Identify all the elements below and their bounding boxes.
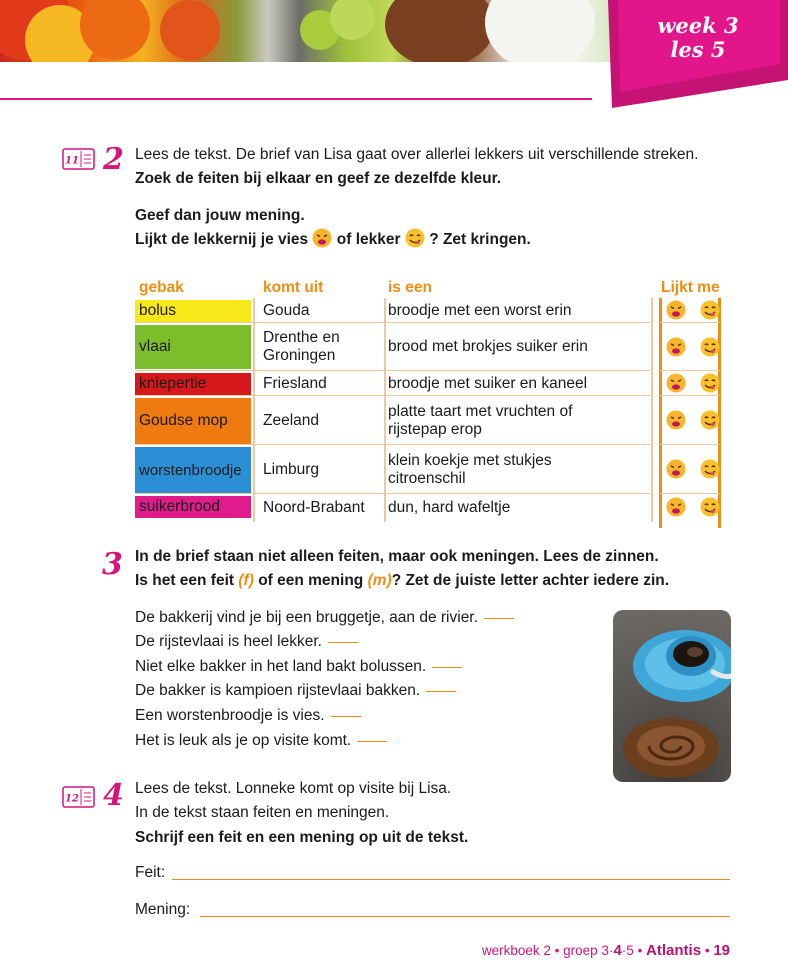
table-row: [135, 445, 735, 494]
footer-bullet: •: [554, 943, 564, 958]
food-table: [135, 276, 735, 530]
exercise-3-number: 3: [102, 547, 123, 582]
table-row: [135, 298, 735, 323]
sentence-text: De rijstevlaai is heel lekker.: [135, 633, 322, 650]
table-row: [135, 371, 735, 396]
book-icon-number: 11: [65, 155, 79, 167]
table-row: [135, 323, 735, 371]
open-book-icon: [62, 148, 95, 170]
gebak-cell: worstenbroodje: [135, 447, 251, 493]
exercise-3-intro-2: [135, 569, 669, 593]
exercise-2-instruction-2: Zoek de feiten bij elkaar en geef ze dezelfde kleur.: [135, 170, 502, 187]
instruction-lekker-text: of lekker: [336, 231, 401, 248]
footer-book: werkboek 2: [481, 943, 551, 958]
exercise-4-instruction-1: Lees de tekst. Lonneke komt op visite bij Lisa.: [135, 780, 452, 797]
answer-blank[interactable]: [432, 667, 462, 668]
opinion-label: Mening:: [135, 901, 191, 918]
yummy-face-icon[interactable]: [700, 497, 720, 517]
gebak-cell: kniepertie: [135, 373, 251, 395]
book-icon-number: 12: [65, 793, 79, 805]
footer-group-current: 4: [613, 942, 622, 959]
disgusted-face-icon[interactable]: [666, 373, 686, 393]
exercise-4-number: 4: [103, 778, 124, 813]
origin-cell: Limburg: [263, 460, 319, 478]
header-lijkt-me: Lijkt me: [661, 279, 720, 296]
header-is-een: is een: [388, 279, 432, 296]
origin-cell: Zeeland: [263, 411, 320, 429]
footer-group-prefix: groep 3: [563, 943, 609, 958]
answer-blank[interactable]: [484, 618, 514, 619]
sentence-item: [135, 729, 387, 753]
yummy-face-icon[interactable]: [700, 373, 720, 393]
sentence-text: De bakkerij vind je bij een bruggetje, aan de rivier.: [135, 609, 478, 626]
fact-writing-line[interactable]: [172, 879, 730, 880]
exercise-2-instruction-1: Lees de tekst. De brief van Lisa gaat over allerlei lekkers uit verschillende streken.: [135, 146, 699, 163]
description-cell: brood met brokjes suiker erin: [388, 338, 588, 355]
origin-cell: Drenthe en Groningen: [263, 329, 340, 364]
footer-group-dot: ·: [621, 943, 627, 958]
header-divider: [0, 98, 592, 100]
gebak-cell: Goudse mop: [135, 398, 251, 444]
lesson-label: les 5: [670, 37, 726, 62]
instruction-end-text: ? Zet kringen.: [429, 231, 531, 248]
exercise-3-intro-1: In de brief staan niet alleen feiten, maar ook meningen. Lees de zinnen.: [135, 548, 659, 565]
answer-blank[interactable]: [426, 691, 456, 692]
header-gebak: gebak: [139, 279, 184, 296]
description-cell: broodje met een worst erin: [388, 301, 572, 319]
exercise-4-instruction-2: In de tekst staan feiten en meningen.: [135, 804, 390, 821]
description-cell: dun, hard wafeltje: [388, 499, 511, 516]
footer-bullet: •: [637, 943, 647, 958]
footer-page-number: 19: [713, 942, 730, 959]
sentence-item: [135, 630, 358, 654]
yummy-face-icon[interactable]: [700, 459, 720, 479]
instruction-vies-text: Lijkt de lekkernij je vies: [135, 231, 309, 248]
open-book-icon: [62, 786, 95, 808]
exercise-4-instruction-3: Schrijf een feit en een mening op uit de tekst.: [135, 829, 469, 846]
sentence-text: De bakker is kampioen rijstevlaai bakken.: [135, 682, 421, 699]
intro-2-part-c: ? Zet de juiste letter achter iedere zin.: [391, 572, 670, 589]
exercise-2-instruction-4: [135, 228, 531, 252]
week-lesson-label: [628, 14, 768, 62]
intro-2-part-b: of een mening: [258, 572, 364, 589]
sentence-item: [135, 606, 514, 630]
exercise-2-number: 2: [103, 142, 124, 177]
origin-cell: Gouda: [263, 301, 310, 319]
origin-cell: Noord-Brabant: [263, 499, 365, 516]
gebak-cell: suikerbrood: [135, 496, 251, 518]
coffee-and-pastry-photo: [613, 610, 731, 782]
gebak-cell: vlaai: [135, 325, 251, 369]
disgusted-face-icon[interactable]: [666, 410, 686, 430]
fact-letter-f: (f): [238, 572, 254, 589]
fact-label: Feit:: [135, 864, 166, 881]
disgusted-face-icon[interactable]: [666, 497, 686, 517]
disgusted-face-icon: [312, 228, 332, 248]
footer-series: Atlantis: [646, 942, 702, 959]
disgusted-face-icon[interactable]: [666, 337, 686, 357]
sentence-item: [135, 679, 456, 703]
yummy-face-icon[interactable]: [700, 300, 720, 320]
gebak-cell: bolus: [135, 300, 251, 322]
disgusted-face-icon[interactable]: [666, 459, 686, 479]
sentence-item: [135, 704, 361, 728]
yummy-face-icon[interactable]: [700, 410, 720, 430]
answer-blank[interactable]: [328, 642, 358, 643]
description-cell: klein koekje met stukjes citroenschil: [388, 451, 552, 487]
yummy-face-icon[interactable]: [700, 337, 720, 357]
yummy-face-icon: [405, 228, 425, 248]
description-cell: platte taart met vruchten of rijstepap erop: [388, 402, 573, 438]
origin-cell: Friesland: [263, 374, 327, 392]
footer-group-dot: ·: [608, 943, 614, 958]
footer-group-suffix: 5: [626, 943, 634, 958]
description-cell: broodje met suiker en kaneel: [388, 374, 588, 392]
page-footer: [482, 942, 730, 959]
header-komt-uit: komt uit: [263, 279, 324, 296]
sentence-item: [135, 655, 462, 679]
exercise-2-instruction-3: Geef dan jouw mening.: [135, 207, 305, 224]
sentence-text: Niet elke bakker in het land bakt bolussen.: [135, 658, 427, 675]
disgusted-face-icon[interactable]: [666, 300, 686, 320]
sentence-text: Een worstenbroodje is vies.: [135, 707, 325, 724]
table-row: [135, 494, 735, 522]
intro-2-part-a: Is het een feit: [135, 572, 235, 589]
answer-blank[interactable]: [331, 716, 361, 717]
opinion-writing-line[interactable]: [200, 916, 730, 917]
opinion-letter-m: (m): [367, 572, 392, 589]
week-label: week 3: [657, 13, 739, 38]
sentence-text: Het is leuk als je op visite komt.: [135, 732, 352, 749]
footer-bullet: •: [704, 943, 714, 958]
answer-blank[interactable]: [357, 741, 387, 742]
table-row: [135, 396, 735, 445]
